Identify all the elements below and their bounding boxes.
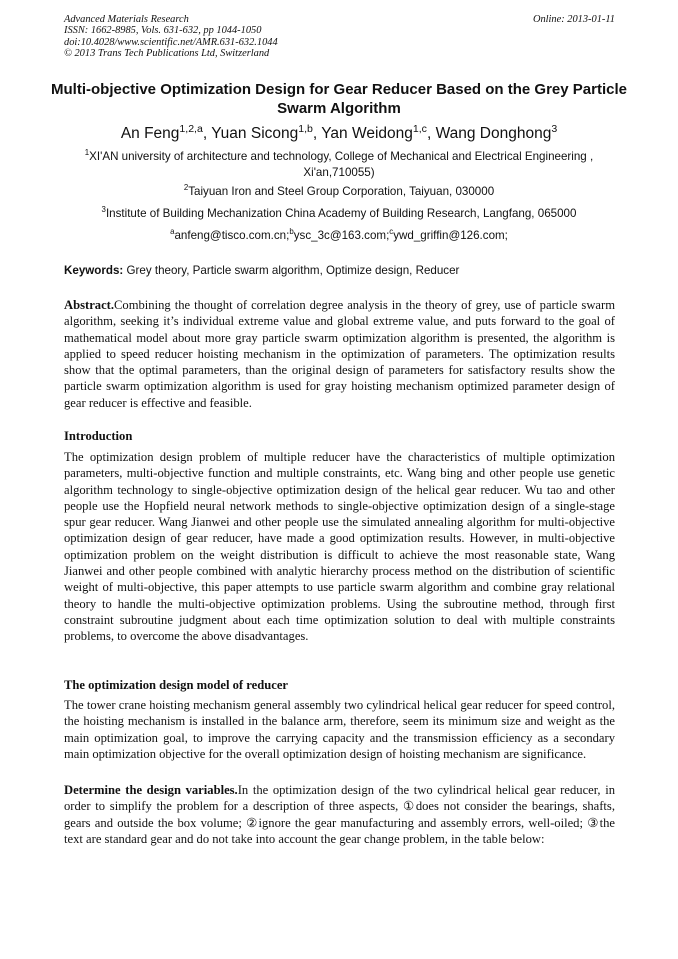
affiliation-1: $^1$XI'AN university of architecture and technology, College of Mechanical and Electrical Engineering , Xi'an,710055) [84, 148, 594, 179]
model-text: The tower crane hoisting mechanism general assembly two cylindrical helical gear reducer for speed control, the hoisting mechanism is installed in the balance arm, therefore, seem its minimum size and weight as the main optimization goal, to improve the carrying capacity and the transmission efficiency as a secondary main optimization objective for the overall optimization design of hoisting mechanism are significance. [64, 698, 615, 761]
doi-line: doi:10.4028/www.scientific.net/AMR.631-632.1044 [64, 36, 278, 48]
author: An Feng$^{1,2,a}$, [120, 122, 212, 142]
author: Wang Donghong$^3$ [435, 122, 558, 142]
keywords: Keywords: Grey theory, Particle swarm algorithm, Optimize design, Reducer [64, 264, 460, 277]
author-list [40, 124, 638, 144]
author: Yan Weidong$^{1,c}$, [321, 122, 436, 142]
copyright-line: © 2013 Trans Tech Publications Ltd, Switzerland [64, 48, 270, 60]
issn-line: ISSN: 1662-8985, Vols. 631-632, pp 1044-1050 [64, 25, 262, 37]
journal-name: Advanced Materials Research [64, 14, 189, 25]
journal-header [64, 14, 615, 60]
design-variables-paragraph: Determine the design variables.In the optimization design of the two cylindrical helical gear reducer, in order to simplify the problem for a description of three aspects, ①does not consider the bearings, shafts, gears and outside the box volume; ②ignore the gear manufacturing and assembly errors, well-oiled; ③the text are standard gear and do not take into account the gear change problem, in the table below: [64, 783, 615, 846]
abstract: Abstract.Combining the thought of correlation degree analysis in the theory of grey, use of particle swarm algorithm, seeking it’s individual extreme value and global extreme value, and puts forward to the goal of mathematical model about more gray particle swarm optimization algorithm is presented, the algorithm is applied to speed reducer hoisting mechanism in the optimization of parameters. The optimization results show that the optimal parameters, than the original design of parameters for satisfactory results show the particle swarm optimization algorithm is used for gray hoisting mechanism optimized parameter design of gear reducer is effective and feasible. [64, 298, 615, 410]
author: Yuan Sicong$^{1,b}$, [211, 122, 322, 142]
section-heading-model: The optimization design model of reducer [64, 678, 288, 692]
affiliation-2: $^2$Taiyuan Iron and Steel Group Corporation, Taiyuan, 030000 [183, 183, 495, 198]
online-date: Online: 2013-01-11 [532, 14, 615, 25]
affiliation-3: $^3$Institute of Building Mechanization China Academy of Building Research, Langfang, 065000 [101, 205, 577, 220]
introduction-text: The optimization design problem of multiple reducer have the characteristics of multiple optimization parameters, multi-objective function and multiple constraints, etc. Wang bing and other people use genetic algorithm technology to single-objective optimization design of the helical gear reducer. Wu tao and other people use the Hopfield neural network methods to single-objective optimization design of a single-stage spur gear reducer. Wang Jianwei and other people use the simulated annealing algorithm for multi-objective optimization design of gear reducer, have made a good optimization results. However, in multi-objective optimization problem on the weight distribution is difficult to achieve the most reasonable state, Wang Jianwei and other people combined with analytic hierarchy process method on the distribution of scientific weight of multi-objective, this paper attempts to use particle swarm algorithm and combine gray relational theory to handle the multi-objective optimization problems. Using the subroutine method, through first constraint subroutine judgment about each time optimization solution to deal with multiple constraints problems, to overcome the above disadvantages. [64, 450, 615, 644]
section-heading-introduction: Introduction [64, 429, 133, 443]
email-line: $^a$anfeng@tisco.com.cn;$^b$ysc_3c@163.com;$^c$ywd_griffin@126.com; [170, 227, 508, 242]
paper-title: Multi-objective Optimization Design for Gear Reducer Based on the Grey Particle Swarm Algorithm [51, 81, 627, 117]
